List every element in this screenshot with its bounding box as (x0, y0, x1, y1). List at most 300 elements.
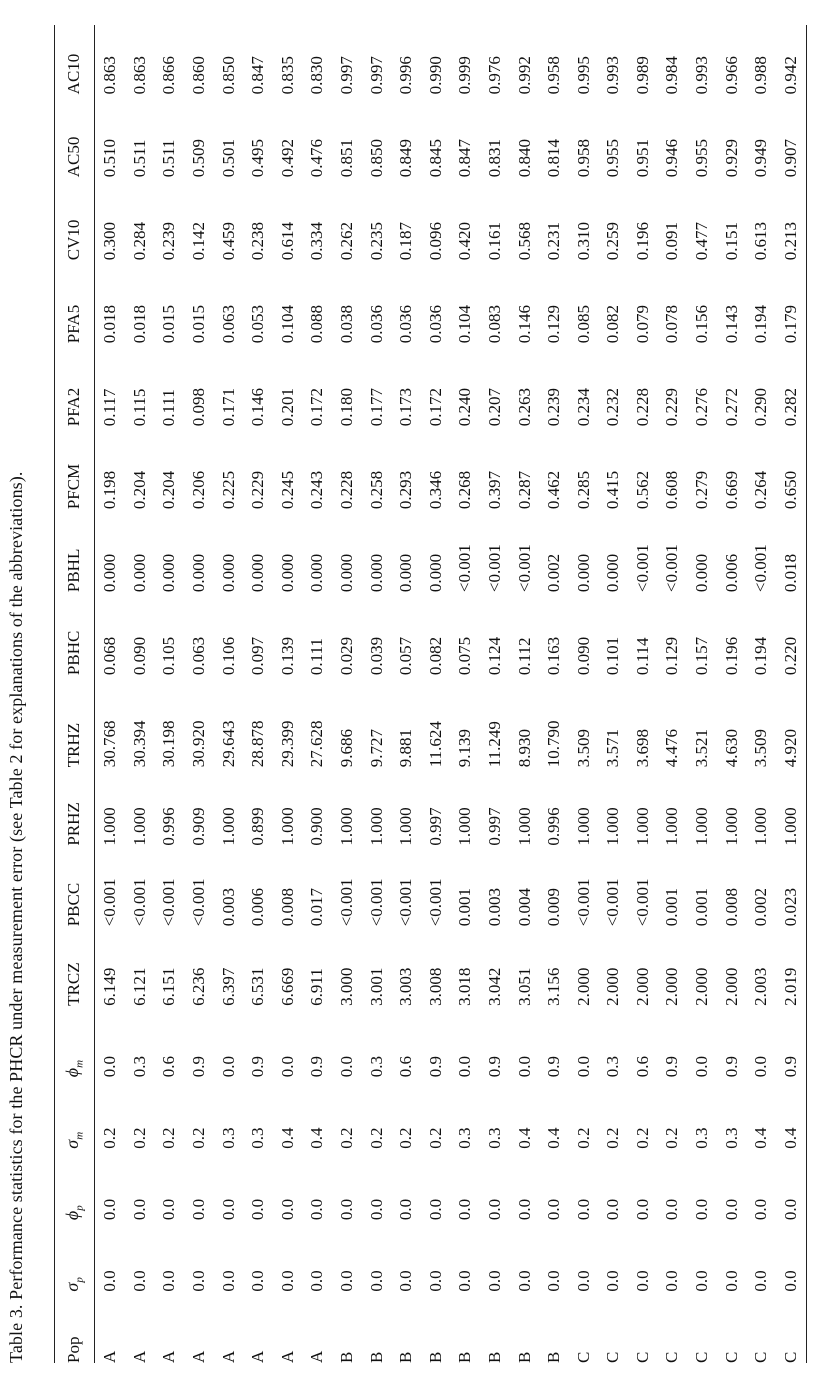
cell-phi-p: 0.0 (336, 1198, 356, 1221)
cell-pop: B (455, 1351, 475, 1363)
cell-pfcm: 0.206 (188, 470, 208, 510)
cell-ac50: 0.951 (632, 139, 652, 178)
cell-sigma-p: 0.0 (692, 1270, 712, 1292)
cell-pbhc: 0.196 (721, 636, 741, 676)
cell-trcz: 6.121 (129, 967, 149, 1006)
cell-sigma-m: 0.4 (514, 1127, 534, 1149)
cell-sigma-p: 0.0 (603, 1270, 623, 1292)
cell-pbhl: <0.001 (632, 544, 652, 593)
table-caption: Table 3. Performance statistics for the PHCR under measurement error (see Table 2 for explanations of the abbreviations). (6, 471, 26, 1363)
col-header-pbcc: PBCC (55, 846, 95, 927)
cell-pbhc: 0.111 (307, 638, 327, 676)
cell-phi-p: 0.0 (544, 1198, 564, 1221)
table-row (184, 25, 214, 1363)
cell-sigma-m: 0.3 (484, 1127, 504, 1149)
cell-pbhl: 0.000 (307, 553, 327, 593)
cell-phi-m: 0.0 (751, 1056, 771, 1078)
table-row (510, 25, 540, 1363)
cell-pbcc: 0.017 (307, 888, 327, 927)
cell-pfa5: 0.129 (544, 304, 564, 344)
cell-pfcm: 0.264 (751, 470, 771, 510)
header-row (55, 25, 95, 1363)
cell-sigma-p: 0.0 (396, 1270, 416, 1292)
cell-pop: A (159, 1350, 179, 1363)
cell-ac50: 0.510 (100, 139, 120, 178)
cell-prhz: 1.000 (603, 807, 623, 846)
cell-pfa5: 0.018 (129, 304, 149, 344)
phi-p-subscript: p (73, 1205, 86, 1211)
cell-pfa5: 0.194 (751, 304, 771, 344)
cell-prhz: 1.000 (218, 807, 238, 846)
col-header-trhz: TRHZ (55, 675, 95, 767)
cell-ac50: 0.476 (307, 139, 327, 178)
cell-sigma-p: 0.0 (544, 1270, 564, 1292)
cell-pbcc: <0.001 (336, 878, 356, 927)
cell-phi-m: 0.9 (662, 1056, 682, 1078)
cell-sigma-p: 0.0 (336, 1270, 356, 1292)
cell-ac10: 0.860 (188, 56, 208, 95)
cell-pbhc: 0.029 (336, 636, 356, 676)
cell-pbhc: 0.082 (425, 636, 445, 676)
cell-trcz: 3.018 (455, 967, 475, 1006)
cell-phi-p: 0.0 (188, 1198, 208, 1221)
cell-pfa5: 0.053 (248, 304, 268, 344)
cell-ac10: 0.992 (514, 56, 534, 95)
cell-sigma-m: 0.3 (248, 1127, 268, 1149)
sigma-p-subscript: p (73, 1277, 86, 1283)
cell-ac10: 0.997 (336, 56, 356, 95)
cell-pop: C (603, 1351, 623, 1363)
cell-ac50: 0.946 (662, 139, 682, 178)
cell-sigma-m: 0.4 (307, 1127, 327, 1149)
cell-prhz: 1.000 (366, 807, 386, 846)
cell-pbhl: 0.018 (776, 509, 806, 592)
col-header-pop: Pop (55, 1292, 95, 1363)
cell-pbcc: 0.008 (277, 888, 297, 927)
cell-phi-p: 0.0 (573, 1198, 593, 1221)
cell-pbhc: 0.163 (544, 636, 564, 676)
cell-sigma-p: 0.0 (632, 1270, 652, 1292)
cell-pfa2: 0.171 (218, 387, 238, 427)
cell-sigma-m: 0.2 (425, 1127, 445, 1149)
table-row (155, 25, 185, 1363)
cell-prhz: 1.000 (336, 807, 356, 846)
cell-sigma-m: 0.3 (455, 1127, 475, 1149)
cell-ac10: 0.989 (632, 56, 652, 95)
cell-ac50: 0.851 (336, 139, 356, 178)
cell-ac10: 0.976 (484, 56, 504, 95)
cell-trcz: 2.000 (692, 967, 712, 1006)
cell-trhz: 3.509 (573, 729, 593, 768)
cell-prhz: 0.996 (159, 807, 179, 846)
cell-pbcc: 0.008 (721, 888, 741, 927)
cell-sigma-m: 0.2 (159, 1127, 179, 1149)
table-row (125, 25, 155, 1363)
cell-trhz: 4.630 (721, 729, 741, 768)
cell-cv10: 0.161 (484, 222, 504, 261)
cell-pfcm: 0.669 (721, 470, 741, 510)
table-row (95, 25, 125, 1363)
cell-pop: B (544, 1351, 564, 1363)
cell-trcz: 3.003 (396, 967, 416, 1006)
cell-ac10: 0.863 (129, 56, 149, 95)
cell-phi-p: 0.0 (396, 1198, 416, 1221)
cell-cv10: 0.568 (514, 222, 534, 261)
cell-pfa2: 0.228 (632, 387, 652, 427)
cell-phi-p: 0.0 (721, 1198, 741, 1221)
table-row (214, 25, 244, 1363)
cell-pfa2: 0.172 (425, 387, 445, 427)
cell-pfa5: 0.085 (573, 304, 593, 344)
cell-trhz: 4.920 (776, 675, 806, 767)
sigma-m-symbol: σ (62, 1139, 82, 1149)
cell-phi-m: 0.6 (632, 1056, 652, 1078)
cell-trcz: 6.669 (277, 967, 297, 1006)
table-row (539, 25, 569, 1363)
cell-pfa5: 0.036 (366, 304, 386, 344)
cell-trcz: 2.000 (603, 967, 623, 1006)
cell-ac10: 0.990 (425, 56, 445, 95)
cell-trhz: 28.878 (248, 720, 268, 768)
cell-phi-m: 0.9 (248, 1056, 268, 1078)
col-header-ac50: AC50 (55, 94, 95, 177)
cell-trcz: 6.236 (188, 967, 208, 1006)
cell-phi-m: 0.9 (188, 1056, 208, 1078)
cell-pbhl: <0.001 (662, 544, 682, 593)
cell-phi-p: 0.0 (603, 1198, 623, 1221)
performance-table (54, 25, 807, 1363)
cell-pbhc: 0.101 (603, 636, 623, 676)
col-header-phi-m (55, 1006, 95, 1077)
cell-cv10: 0.334 (307, 222, 327, 261)
cell-prhz: 1.000 (751, 807, 771, 846)
cell-pbhc: 0.075 (455, 636, 475, 676)
cell-pfcm: 0.650 (776, 426, 806, 509)
cell-cv10: 0.300 (100, 222, 120, 261)
cell-pfa5: 0.088 (307, 304, 327, 344)
cell-pop: C (776, 1292, 806, 1363)
cell-pfa2: 0.232 (603, 387, 623, 427)
cell-pbhc: 0.112 (514, 637, 534, 676)
cell-ac10: 0.995 (573, 56, 593, 95)
cell-pbhc: 0.105 (159, 636, 179, 676)
cell-cv10: 0.238 (248, 222, 268, 261)
cell-pbhl: 0.000 (366, 553, 386, 593)
table-row (480, 25, 510, 1363)
cell-pop: B (514, 1351, 534, 1363)
cell-trcz: 2.000 (573, 967, 593, 1006)
cell-cv10: 0.235 (366, 222, 386, 261)
cell-phi-p: 0.0 (455, 1198, 475, 1221)
cell-pbcc: 0.006 (248, 888, 268, 927)
cell-prhz: 1.000 (129, 807, 149, 846)
cell-pbhl: <0.001 (514, 544, 534, 593)
cell-ac50: 0.850 (366, 139, 386, 178)
cell-pop: C (751, 1351, 771, 1363)
cell-ac10: 0.999 (455, 56, 475, 95)
cell-phi-p: 0.0 (751, 1198, 771, 1221)
cell-pfcm: 0.243 (307, 470, 327, 510)
cell-pop: A (129, 1350, 149, 1363)
cell-pfcm: 0.397 (484, 470, 504, 510)
cell-pfa2: 0.290 (751, 387, 771, 427)
cell-sigma-m: 0.2 (573, 1127, 593, 1149)
cell-cv10: 0.613 (751, 222, 771, 261)
table-row (598, 25, 628, 1363)
cell-ac50: 0.907 (776, 94, 806, 177)
cell-trhz: 8.930 (514, 729, 534, 768)
cell-pbcc: 0.023 (776, 846, 806, 927)
cell-trcz: 2.000 (721, 967, 741, 1006)
cell-trcz: 6.397 (218, 967, 238, 1006)
cell-ac10: 0.993 (603, 56, 623, 95)
cell-cv10: 0.477 (692, 222, 712, 261)
cell-sigma-m: 0.3 (721, 1127, 741, 1149)
cell-pfcm: 0.293 (396, 470, 416, 510)
cell-pbhl: <0.001 (751, 544, 771, 593)
col-header-ac10: AC10 (55, 25, 95, 94)
cell-sigma-p: 0.0 (218, 1270, 238, 1292)
cell-ac10: 0.993 (692, 56, 712, 95)
cell-pbcc: 0.003 (484, 888, 504, 927)
cell-ac50: 0.847 (455, 139, 475, 178)
cell-pfcm: 0.229 (248, 470, 268, 510)
cell-trcz: 2.003 (751, 967, 771, 1006)
cell-cv10: 0.142 (188, 222, 208, 261)
cell-trhz: 9.881 (396, 729, 416, 768)
cell-phi-m: 0.3 (366, 1056, 386, 1078)
cell-sigma-p: 0.0 (662, 1270, 682, 1292)
cell-phi-m: 0.0 (277, 1056, 297, 1078)
cell-pfcm: 0.346 (425, 470, 445, 510)
cell-prhz: 1.000 (721, 807, 741, 846)
col-header-pfa2: PFA2 (55, 343, 95, 426)
cell-ac50: 0.929 (721, 139, 741, 178)
cell-phi-p: 0.0 (100, 1198, 120, 1221)
cell-trcz: 3.156 (544, 967, 564, 1006)
cell-ac50: 0.501 (218, 139, 238, 178)
cell-phi-m: 0.3 (129, 1056, 149, 1078)
cell-ac50: 0.492 (277, 139, 297, 178)
cell-pbhl: 0.000 (129, 553, 149, 593)
cell-trhz: 9.686 (336, 729, 356, 768)
col-header-sigma-m (55, 1077, 95, 1148)
col-header-pfcm: PFCM (55, 426, 95, 509)
cell-pbhc: 0.157 (692, 636, 712, 676)
table-row (421, 25, 451, 1363)
cell-phi-m: 0.3 (603, 1056, 623, 1078)
cell-phi-m: 0.0 (100, 1056, 120, 1078)
cell-sigma-p: 0.0 (484, 1270, 504, 1292)
cell-trhz: 3.521 (692, 729, 712, 768)
cell-pbcc: <0.001 (129, 878, 149, 927)
cell-phi-m: 0.9 (776, 1006, 806, 1077)
cell-pfa5: 0.063 (218, 304, 238, 344)
cell-ac50: 0.814 (544, 139, 564, 178)
col-header-trcz: TRCZ (55, 926, 95, 1006)
cell-pop: A (248, 1350, 268, 1363)
table-container (54, 25, 807, 1363)
cell-trhz: 3.698 (632, 729, 652, 768)
cell-pfcm: 0.228 (336, 470, 356, 510)
cell-trcz: 6.911 (307, 968, 327, 1006)
cell-sigma-p: 0.0 (277, 1270, 297, 1292)
cell-phi-p: 0.0 (776, 1149, 806, 1220)
cell-pop: B (425, 1351, 445, 1363)
cell-prhz: 0.899 (248, 807, 268, 846)
cell-ac50: 0.495 (248, 139, 268, 178)
cell-ac10: 0.835 (277, 56, 297, 95)
cell-sigma-m: 0.2 (188, 1127, 208, 1149)
cell-pop: C (573, 1351, 593, 1363)
cell-pbhl: 0.000 (396, 553, 416, 593)
cell-cv10: 0.231 (544, 222, 564, 261)
cell-ac50: 0.955 (692, 139, 712, 178)
cell-pfcm: 0.285 (573, 470, 593, 510)
cell-prhz: 0.900 (307, 807, 327, 846)
col-header-prhz: PRHZ (55, 767, 95, 845)
cell-pop: A (277, 1350, 297, 1363)
cell-sigma-p: 0.0 (188, 1270, 208, 1292)
cell-pfa2: 0.172 (307, 387, 327, 427)
cell-pop: C (662, 1351, 682, 1363)
cell-pbcc: <0.001 (632, 878, 652, 927)
cell-phi-p: 0.0 (277, 1198, 297, 1221)
cell-phi-m: 0.0 (455, 1056, 475, 1078)
cell-ac50: 0.949 (751, 139, 771, 178)
cell-pbhl: 0.000 (336, 553, 356, 593)
cell-ac50: 0.958 (573, 139, 593, 178)
cell-cv10: 0.096 (425, 222, 445, 261)
cell-pbcc: 0.003 (218, 888, 238, 927)
cell-pbcc: <0.001 (425, 878, 445, 927)
cell-phi-p: 0.0 (129, 1198, 149, 1221)
cell-pfcm: 0.204 (129, 470, 149, 510)
table-row (391, 25, 421, 1363)
cell-pbhc: 0.090 (573, 636, 593, 676)
cell-prhz: 1.000 (396, 807, 416, 846)
cell-phi-p: 0.0 (692, 1198, 712, 1221)
cell-pbcc: <0.001 (100, 878, 120, 927)
col-header-pfa5: PFA5 (55, 260, 95, 343)
cell-pbhl: <0.001 (484, 544, 504, 593)
cell-phi-p: 0.0 (484, 1198, 504, 1221)
cell-pbcc: <0.001 (573, 878, 593, 927)
cell-pfa2: 0.282 (776, 343, 806, 426)
cell-pop: B (396, 1351, 416, 1363)
cell-ac10: 0.984 (662, 56, 682, 95)
cell-pfa5: 0.038 (336, 304, 356, 344)
cell-pbcc: 0.002 (751, 888, 771, 927)
cell-pbhc: 0.106 (218, 636, 238, 676)
cell-pfa2: 0.173 (396, 387, 416, 427)
cell-trhz: 29.399 (277, 720, 297, 768)
cell-pfa5: 0.018 (100, 304, 120, 344)
cell-pfcm: 0.462 (544, 470, 564, 510)
cell-phi-p: 0.0 (307, 1198, 327, 1221)
cell-pfa2: 0.240 (455, 387, 475, 427)
cell-trhz: 11.249 (484, 721, 504, 768)
cell-trhz: 30.394 (129, 720, 149, 768)
cell-sigma-m: 0.4 (751, 1127, 771, 1149)
cell-ac50: 0.511 (159, 139, 179, 178)
cell-pfcm: 0.268 (455, 470, 475, 510)
cell-phi-m: 0.6 (396, 1056, 416, 1078)
cell-phi-m: 0.0 (514, 1056, 534, 1078)
cell-phi-m: 0.0 (336, 1056, 356, 1078)
cell-prhz: 1.000 (776, 767, 806, 845)
cell-prhz: 1.000 (100, 807, 120, 846)
cell-cv10: 0.187 (396, 222, 416, 261)
table-row (273, 25, 303, 1363)
cell-sigma-p: 0.0 (514, 1270, 534, 1292)
cell-sigma-m: 0.3 (218, 1127, 238, 1149)
cell-trhz: 29.643 (218, 720, 238, 768)
table-row (451, 25, 481, 1363)
cell-trcz: 3.001 (366, 967, 386, 1006)
cell-pbhl: 0.000 (248, 553, 268, 593)
cell-cv10: 0.614 (277, 222, 297, 261)
col-header-pbhl: PBHL (55, 509, 95, 592)
cell-pfa2: 0.263 (514, 387, 534, 427)
cell-trcz: 6.151 (159, 967, 179, 1006)
cell-trcz: 6.149 (100, 967, 120, 1006)
cell-sigma-p: 0.0 (248, 1270, 268, 1292)
cell-phi-p: 0.0 (514, 1198, 534, 1221)
cell-cv10: 0.213 (776, 177, 806, 260)
cell-pbhc: 0.194 (751, 636, 771, 676)
cell-ac50: 0.955 (603, 139, 623, 178)
cell-pfa2: 0.207 (484, 387, 504, 427)
cell-pbhl: 0.000 (100, 553, 120, 593)
cell-trhz: 30.198 (159, 720, 179, 768)
cell-ac50: 0.840 (514, 139, 534, 178)
cell-cv10: 0.239 (159, 222, 179, 261)
cell-sigma-m: 0.3 (692, 1127, 712, 1149)
cell-pfa5: 0.179 (776, 260, 806, 343)
cell-pfa5: 0.104 (455, 304, 475, 344)
cell-ac10: 0.866 (159, 56, 179, 95)
cell-pbcc: <0.001 (396, 878, 416, 927)
cell-prhz: 1.000 (662, 807, 682, 846)
cell-pfa5: 0.082 (603, 304, 623, 344)
cell-sigma-p: 0.0 (307, 1270, 327, 1292)
cell-prhz: 1.000 (514, 807, 534, 846)
cell-ac10: 0.988 (751, 56, 771, 95)
cell-cv10: 0.420 (455, 222, 475, 261)
cell-trhz: 4.476 (662, 729, 682, 768)
cell-phi-p: 0.0 (662, 1198, 682, 1221)
cell-pbhl: 0.000 (573, 553, 593, 593)
cell-sigma-p: 0.0 (573, 1270, 593, 1292)
cell-pfa5: 0.015 (159, 304, 179, 344)
cell-phi-p: 0.0 (425, 1198, 445, 1221)
cell-pfcm: 0.225 (218, 470, 238, 510)
cell-pfcm: 0.287 (514, 470, 534, 510)
cell-trcz: 6.531 (248, 967, 268, 1006)
cell-sigma-m: 0.2 (366, 1127, 386, 1149)
cell-trhz: 27.628 (307, 720, 327, 768)
table-row (569, 25, 599, 1363)
cell-pfa2: 0.098 (188, 387, 208, 427)
table-row (628, 25, 658, 1363)
cell-pop: A (100, 1350, 120, 1363)
cell-cv10: 0.259 (603, 222, 623, 261)
cell-prhz: 0.997 (425, 807, 445, 846)
cell-phi-p: 0.0 (159, 1198, 179, 1221)
cell-pbhc: 0.220 (776, 592, 806, 675)
cell-ac10: 0.830 (307, 56, 327, 95)
